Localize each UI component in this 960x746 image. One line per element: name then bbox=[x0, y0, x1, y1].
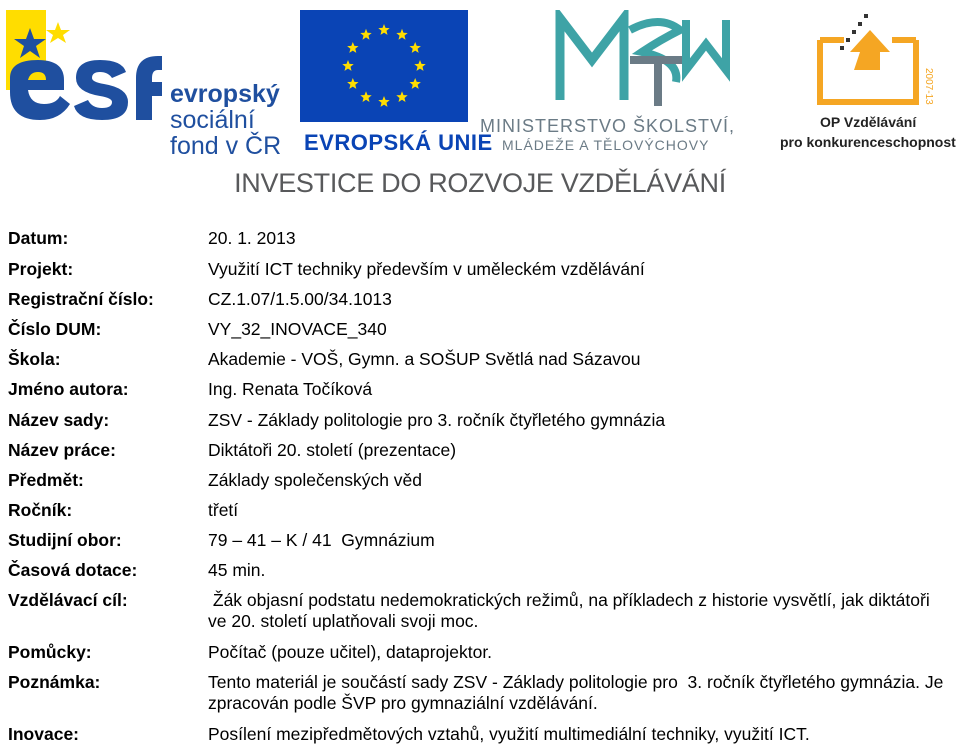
row-label: Inovace: bbox=[8, 724, 79, 744]
row-label: Název sady: bbox=[8, 410, 110, 430]
esf-logo bbox=[0, 8, 290, 160]
msmt-name: MINISTERSTVO ŠKOLSTVÍ, bbox=[480, 116, 736, 136]
row-value: Posílení mezipředmětových vztahů, využití multimediální techniky, využití ICT. bbox=[208, 724, 810, 744]
row-label: Jméno autora: bbox=[8, 379, 129, 399]
row-label: Datum: bbox=[8, 228, 69, 248]
row-value: Akademie - VOŠ, Gymn. a SOŠUP Světlá nad Sázavou bbox=[208, 349, 641, 369]
row-value: třetí bbox=[208, 500, 239, 520]
esf-wordmark bbox=[170, 81, 281, 159]
banner-title: INVESTICE DO ROZVOJE VZDĚLÁVÁNÍ bbox=[234, 168, 726, 198]
op-mark-icon bbox=[780, 10, 958, 110]
row-value: 45 min. bbox=[208, 560, 266, 580]
row-value: Žák objasní podstatu nedemokratických režimů, na příkladech z historie vysvětlí, jak diktátoři ve 20. století uplatňovali svoji moc. bbox=[208, 590, 935, 631]
eu-star-icon bbox=[396, 29, 407, 40]
eu-star-icon bbox=[360, 29, 371, 40]
row-value: VY_32_INOVACE_340 bbox=[208, 319, 387, 339]
row-label: Pomůcky: bbox=[8, 642, 92, 662]
msmt-logo bbox=[480, 10, 770, 153]
eu-star-icon bbox=[342, 60, 353, 71]
row-label: Název práce: bbox=[8, 440, 116, 460]
op-subtitle: pro konkurenceschopnost bbox=[780, 134, 956, 150]
esf-line-2: sociální bbox=[170, 106, 255, 134]
row-label: Vzdělávací cíl: bbox=[8, 590, 128, 610]
eu-star-icon bbox=[378, 24, 389, 35]
row-value: Tento materiál je součástí sady ZSV - Základy politologie pro 3. ročník čtyřletého gymnázia. Je zpracován podle ŠVP pro gymnaziální vzdělávání. bbox=[208, 672, 949, 713]
eu-star-icon bbox=[347, 78, 358, 89]
row-value: 79 – 41 – K / 41 Gymnázium bbox=[208, 530, 435, 550]
eu-star-icon bbox=[410, 42, 421, 53]
row-value: Ing. Renata Točíková bbox=[208, 379, 373, 399]
eu-wordmark: EVROPSKÁ UNIE bbox=[304, 130, 493, 155]
eu-star-icon bbox=[378, 96, 389, 107]
op-logo bbox=[780, 10, 958, 150]
row-label: Ročník: bbox=[8, 500, 73, 520]
row-label: Projekt: bbox=[8, 259, 74, 279]
eu-star-icon bbox=[414, 60, 425, 71]
row-label: Škola: bbox=[8, 349, 61, 369]
row-value: 20. 1. 2013 bbox=[208, 228, 296, 248]
row-value: Základy společenských věd bbox=[208, 470, 422, 490]
row-value: CZ.1.07/1.5.00/34.1013 bbox=[208, 289, 392, 309]
row-value: Využití ICT techniky především v uměleckém vzdělávání bbox=[208, 259, 645, 279]
eu-logo bbox=[300, 10, 493, 155]
row-value: Počítač (pouze učitel), dataprojektor. bbox=[208, 642, 493, 662]
esf-line-1: evropský bbox=[170, 80, 280, 108]
row-label: Studijní obor: bbox=[8, 530, 122, 550]
row-value: Diktátoři 20. století (prezentace) bbox=[208, 440, 457, 460]
svg-text:2007-13: 2007-13 bbox=[923, 68, 934, 105]
esf-line-3: fond v ČR bbox=[170, 132, 282, 160]
eu-flag-icon bbox=[300, 10, 468, 122]
eu-star-icon bbox=[410, 78, 421, 89]
msmt-mark-icon bbox=[480, 10, 770, 110]
op-title: OP Vzdělávání bbox=[820, 114, 917, 130]
row-label: Číslo DUM: bbox=[8, 319, 102, 339]
logo-strip bbox=[0, 0, 960, 160]
eu-star-icon bbox=[347, 42, 358, 53]
msmt-subname: MLÁDEŽE A TĚLOVÝCHOVY bbox=[502, 137, 710, 153]
row-label: Registrační číslo: bbox=[8, 289, 154, 309]
row-label: Poznámka: bbox=[8, 672, 101, 692]
row-value: ZSV - Základy politologie pro 3. ročník čtyřletého gymnázia bbox=[208, 410, 666, 430]
eu-star-icon bbox=[396, 91, 407, 102]
row-label: Předmět: bbox=[8, 470, 84, 490]
row-label: Časová dotace: bbox=[8, 560, 138, 580]
eu-star-icon bbox=[360, 91, 371, 102]
